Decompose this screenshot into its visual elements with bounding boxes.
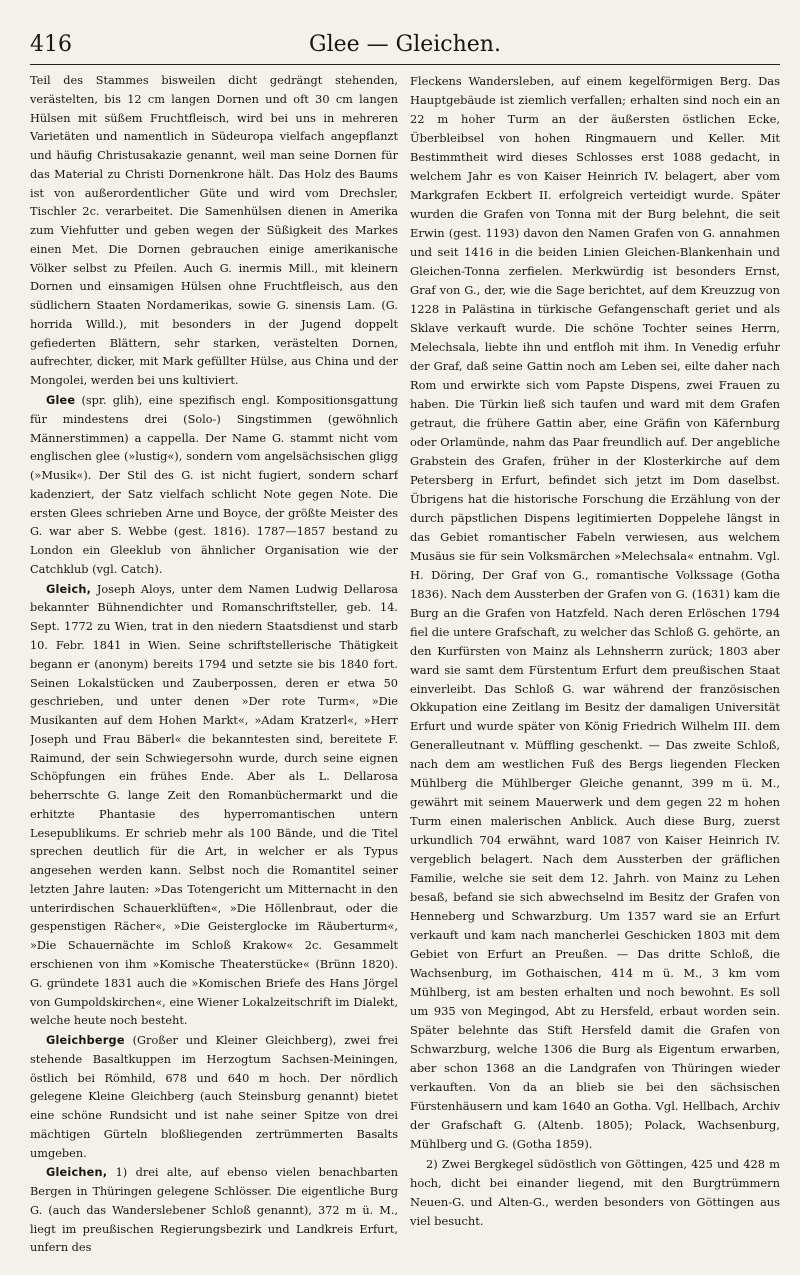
headword-gleich: Gleich, — [46, 582, 92, 596]
entry-text: Teil des Stammes bisweilen dicht gedrängt stehenden, verästelten, bis 12 cm langen Dornen und oft 30 cm langen Hülsen mit süßem Fruchtfleisch, wird bei uns in mehreren Varietäten und namentlich in Südeuropa vielfach angepflanzt und häufig Christusakazie genannt, weil man seine Dornen für das Material zu Christi Dornenkrone hält. Das Holz des Baums ist von außerordentlicher Güte und wird vom Drechsler, Tischler 2c. verarbeitet. Die Samenhülsen dienen in Amerika zum Viehfutter und geben wegen der Süßigkeit des Markes einen Met. Die Dornen gebrauchen einige amerikanische Völker selbst zu Pfeilen. Auch G. inermis Mill., mit kleinern Dornen und einsamigen Hülsen ohne Fruchtfleisch, aus den südlichern Staaten Nordamerikas, sowie G. sinensis Lam. (G. horrida Willd.), mit besonders in der Jugend doppelt gefiederten Blättern, sehr starken, verästelten Dornen, aufrechter, dicker, mit Mark gefüllter Hülse, aus China und der Mongolei, werden bei uns kultiviert. — [30, 74, 398, 388]
entry-text: Fleckens Wandersleben, auf einem kegelförmigen Berg. Das Hauptgebäude ist ziemlich verfallen; erhalten sind noch ein an 22 m hoher Turm an der äußersten östlichen Ecke, Überbleibsel von hohen Ringmauern und Keller. Mit Bestimmtheit wird dieses Schlosses erst 1088 gedacht, in welchem Jahr es von Kaiser Heinrich IV. belagert, aber vom Markgrafen Eckbert II. erfolgreich verteidigt wurde. Später wurden die Grafen von Tonna mit der Burg belehnt, die seit Erwin (gest. 1193) davon den Namen Grafen von G. annahmen und seit 1416 in die beiden Linien Gleichen-Blankenhain und Gleichen-Tonna zerfielen. Merkwürdig ist besonders Ernst, Graf von G., der, wie die Sage berichtet, auf dem Kreuzzug von 1228 in Palästina in türkische Gefangenschaft geriet und als Sklave verkauft wurde. Die schöne Tochter seines Herrn, Melechsala, liebte ihn und entfloh mit ihm. In Venedig erfuhr der Graf, daß seine Gattin noch am Leben sei, eilte daher nach Rom und erwirkte sich vom Papste Dispens, zwei Frauen zu haben. Die Türkin ließ sich taufen und ward mit dem Grafen getraut, die frühere Gattin aber, eine Gräfin von Käfernburg oder Orlamünde, nahm das Paar freundlich auf. Der angebliche Grabstein des Grafen, früher in der Klosterkirche auf dem Petersberg in Erfurt, befindet sich jetzt im Dom daselbst. Übrigens hat die historische Forschung die Erzählung von der durch päpstlichen Dispens legitimierten Doppelehe längst in das Gebiet romantischer Fabeln verwiesen, aus welchem Musäus sie für sein Volksmärchen »Melechsala« entnahm. Vgl. H. Döring, Der Graf von G., romantische Volkssage (Gotha 1836). Nach dem Aussterben der Grafen von G. (1631) kam die Burg an die Grafen von Hatzfeld. Nach deren Erlöschen 1794 fiel die untere Grafschaft, zu welcher das Schloß G. gehörte, an den Kurfürsten von Mainz als Lehnsherrn zurück; 1803 aber ward sie samt dem Fürstentum Erfurt dem preußischen Staat einverleibt. Das Schloß G. war während der französischen Okkupation eine Zeitlang im Besitz der damaligen Universität Erfurt und wurde später von König Friedrich Wilhelm III. dem Generalleutnant v. Müffling geschenkt. — Das zweite Schloß, nach dem am westlichen Fuß des Bergs liegenden Flecken Mühlberg die Mühlberger Gleiche genannt, 399 m ü. M., gewährt mit seinem Mauerwerk und dem gegen 22 m hohen Turm einen malerischen Anblick. Auch diese Burg, zuerst urkundlich 704 erwähnt, ward 1087 von Kaiser Heinrich IV. vergeblich belagert. Nach dem Aussterben der gräflichen Familie, welche sie seit dem 12. Jahrh. von Mainz zu Lehen besaß, befand sie sich abwechselnd im Besitz der Grafen von Henneberg und Schwarzburg. Um 1357 ward sie an Erfurt verkauft und kam nach mancherlei Geschicken 1803 mit dem Gebiet von Erfurt an Preußen. — Das dritte Schloß, die Wachsenburg, im Gothaischen, 414 m ü. M., 3 km vom Mühlberg, ist am besten erhalten und noch bewohnt. Es soll um 935 von Megingod, Abt zu Hersfeld, erbaut worden sein. Später belehnte das Stift Hersfeld damit die Grafen von Schwarzburg, welche 1306 die Burg als Eigentum erwarben, aber schon 1368 an die Landgrafen von Thüringen wieder verkauften. Von da an blieb sie bei den sächsischen Fürstenhäusern und kam 1640 an Gotha. Vgl. Hellbach, Archiv der Grafschaft G. (Altenb. 1805); Polack, Wachsenburg, Mühlberg und G. (Gotha 1859). — [410, 74, 780, 1152]
entry-gleichen-continuation — [410, 72, 780, 1154]
column-divider — [404, 72, 405, 1262]
page-number: 416 — [30, 32, 72, 57]
page-header — [30, 30, 780, 65]
entry-continuation — [30, 72, 398, 391]
left-column — [30, 72, 398, 1262]
entry-text: Joseph Aloys, unter dem Namen Ludwig Dellarosa bekannter Bühnendichter und Romanschriftsteller, geb. 14. Sept. 1772 zu Wien, trat in den niedern Staatsdienst und starb 10. Febr. 1841 in Wien. Seine schriftstellerische Thätigkeit begann er (anonym) bereits 1794 und setzte sie bis 1840 fort. Seinen Lokalstücken und Zauberpossen, deren er etwa 50 geschrieben, und unter denen »Der rote Turm«, »Die Musikanten auf dem Hohen Markt«, »Adam Kratzerl«, »Herr Joseph und Frau Bäberl« die bekanntesten sind, bereitete F. Raimund, der sein Schwiegersohn wurde, durch seine eignen Schöpfungen ein frühes Ende. Aber als L. Dellarosa beherrschte G. lange Zeit den Romanbüchermarkt und die erhitzte Phantasie des hyperromantischen untern Lesepublikums. Er schrieb mehr als 100 Bände, und die Titel sprechen deutlich für die Art, in welcher er als Typus angesehen werden kann. Selbst noch die Romantitel seiner letzten Jahre lauten: »Das Totengericht um Mitternacht in den unterirdischen Schauerklüften«, »Die Höllenbraut, oder die gespenstigen Rächer«, »Die Geisterglocke im Räuberturm«, »Die Schauernächte im Schloß Krakow« 2c. Gesammelt erschienen von ihm »Komische Theaterstücke« (Brünn 1820). G. gründete 1831 auch die »Komischen Briefe des Hans Jörgel von Gumpoldskirchen«, eine Wiener Lokalzeitschrift im Dialekt, welche heute noch besteht. — [30, 582, 398, 1028]
entry-text: 2) Zwei Bergkegel südöstlich von Göttingen, 425 und 428 m hoch, dicht bei einander liegend, mit den Burgtrümmern Neuen-G. und Alten-G., werden besonders von Göttingen aus viel besucht. — [410, 1157, 780, 1229]
headword-glee: Glee — [46, 394, 76, 408]
entry-gleichen — [30, 1164, 398, 1258]
entry-gleichen-2 — [410, 1155, 780, 1231]
headword-gleichen: Gleichen, — [46, 1166, 108, 1180]
running-title: Glee — Gleichen. — [309, 32, 501, 57]
right-column — [410, 72, 780, 1262]
entry-text: (spr. glih), eine spezifisch engl. Kompositionsgattung für mindestens drei (Solo-) Singstimmen (gewöhnlich Männerstimmen) a cappella. Der Name G. stammt nicht vom englischen glee (»lustig«), sondern vom angelsächsischen gligg (»Musik«). Der Stil des G. ist nicht fugiert, sondern scharf kadenziert, der Satz vielfach schlicht Note gegen Note. Die ersten Glees schrieben Arne und Boyce, der größte Meister des G. war aber S. Webbe (gest. 1816). 1787—1857 bestand zu London ein Gleeklub von ähnlicher Organisation wie der Catchklub (vgl. Catch). — [30, 394, 398, 576]
entry-glee — [30, 392, 398, 580]
entry-gleichberge — [30, 1032, 398, 1163]
entry-text: (Großer und Kleiner Gleichberg), zwei frei stehende Basaltkuppen im Herzogtum Sachsen-Meiningen, östlich bei Römhild, 678 und 640 m hoch. Der nördlich gelegene Kleine Gleichberg (auch Steinsburg genannt) bietet eine schöne Rundsicht und ist nahe seiner Spitze von drei mächtigen Gürteln bloßliegenden zertrümmerten Basalts umgeben. — [30, 1034, 398, 1160]
headword-gleichberge: Gleichberge — [46, 1034, 125, 1048]
entry-text: 1) drei alte, auf ebenso vielen benachbarten Bergen in Thüringen gelegene Schlösser. Die eigentliche Burg G. (auch das Wanderslebener Schloß genannt), 372 m ü. M., liegt im preußischen Regierungsbezirk und Landkreis Erfurt, unfern des — [30, 1166, 398, 1255]
entry-gleich — [30, 581, 398, 1031]
